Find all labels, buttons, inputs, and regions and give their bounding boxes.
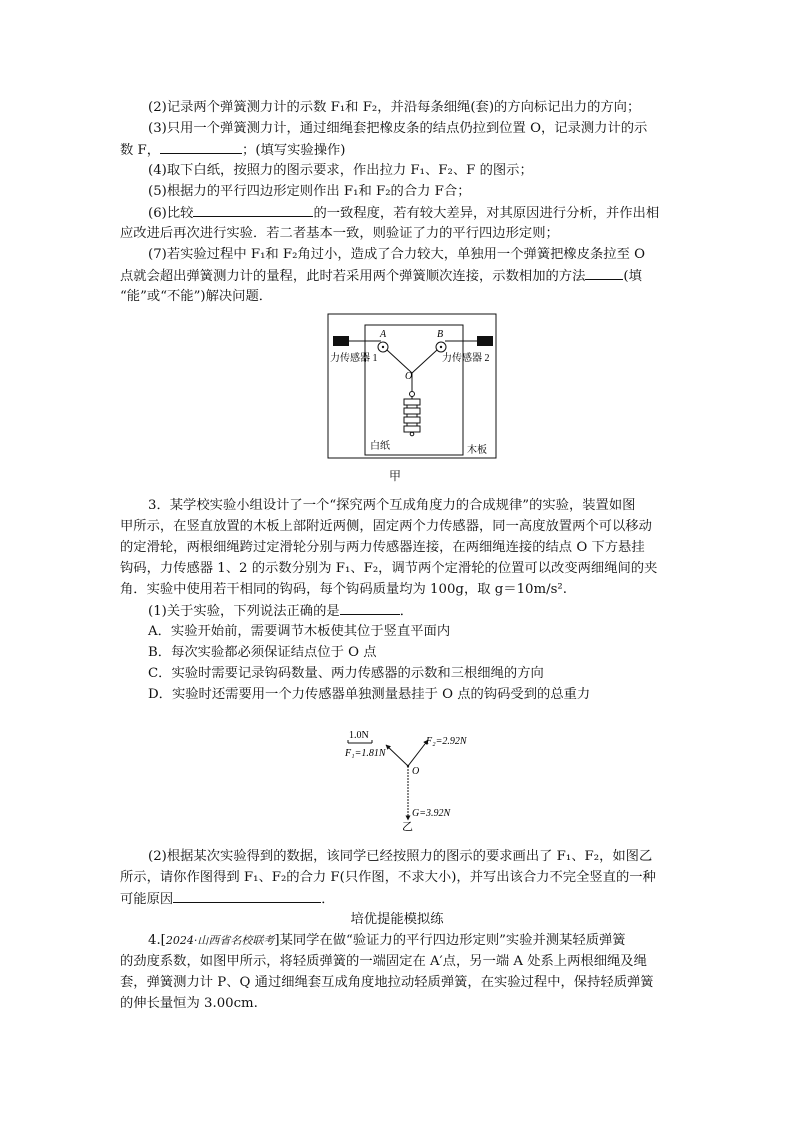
- f1-label: F₁=1.81N: [345, 748, 386, 759]
- q4-line2: 的劲度系数，如图甲所示，将轻质弹簧的一端固定在 A′点，另一端 A 处系上两根细绳及绳: [120, 954, 647, 969]
- step-7-line1: (7)若实验过程中 F₁和 F₂角过小，造成了合力较大，单独用一个弹簧把橡皮条拉至 O: [148, 247, 646, 262]
- q4-source: 2024·山西省名校联考: [165, 934, 275, 947]
- figure-yi-caption: 乙: [402, 821, 413, 832]
- f2-arrow: [408, 740, 428, 766]
- g-label: G=3.92N: [412, 808, 451, 819]
- step-3-line1: (3)只用一个弹簧测力计，通过细绳套把橡皮条的结点仍拉到位置 O，记录测力计的示: [148, 121, 648, 136]
- sensor-1-block: [333, 336, 349, 346]
- step-3-line2: [120, 139, 346, 161]
- hook-weights: [404, 392, 420, 436]
- q3-sub2-line3: 可能原因 ．: [120, 888, 334, 910]
- q4-number: 4.[: [148, 933, 166, 948]
- label-paper: 白纸: [370, 441, 390, 452]
- option-d: D．实验时还需要用一个力传感器单独测量悬挂于 O 点的钩码受到的总重力: [148, 687, 591, 702]
- step-6-suffix: 的一致程度，若有较大差异，对其原因进行分析，并作出相: [313, 206, 660, 221]
- figure-jia: [327, 313, 497, 459]
- step-2: (2)记录两个弹簧测力计的示数 F₁和 F₂，并沿每条细绳(套)的方向标记出力的方向；: [148, 100, 641, 115]
- q4-line3: 套，弹簧测力计 P、Q 通过细绳套互成角度地拉动轻质弹簧，在实验过程中，保持轻质弹簧: [120, 975, 654, 990]
- q3-sub2-line2: 所示，请你作图得到 F₁、F₂的合力 F(只作图，不求大小)，并写出该合力不完全竖直的一种: [120, 870, 656, 885]
- f2-label: F₂=2.92N: [426, 736, 467, 747]
- option-b: B．每次实验都必须保证结点位于 O 点: [148, 645, 377, 660]
- label-o: O: [405, 371, 413, 382]
- q3-sub1: [148, 600, 413, 622]
- q3-sub2-line1: (2)根据某次实验得到的数据，该同学已经按照力的图示的要求画出了 F₁、F₂，如图乙: [148, 849, 653, 864]
- section-title: 培优提能模拟练: [350, 912, 444, 927]
- answer-blank-q3-1[interactable]: [340, 600, 400, 615]
- step-7-prefix: 点就会超出弹簧测力计的量程，此时若采用两个弹簧顺次连接，示数相加的方法: [120, 269, 586, 284]
- answer-blank-7[interactable]: [585, 265, 623, 280]
- sensor-2-block: [477, 336, 493, 346]
- label-board: 木板: [467, 445, 487, 456]
- step-4: (4)取下白纸，按照力的图示要求，作出拉力 F₁、F₂、F 的图示；: [148, 163, 533, 178]
- step-3-prefix: 数 F，: [120, 143, 161, 158]
- answer-blank-6[interactable]: [193, 202, 313, 217]
- step-6-line1: [148, 202, 659, 224]
- label-sensor-2: 力传感器 2: [442, 353, 490, 364]
- scale-label: 1.0N: [349, 730, 369, 741]
- option-a: A．实验开始前，需要调节木板使其位于竖直平面内: [148, 624, 451, 639]
- f1-arrow: [386, 745, 408, 766]
- label-a: A: [380, 329, 387, 340]
- step-7-line2: [120, 265, 642, 287]
- answer-blank-3[interactable]: [160, 139, 242, 154]
- q3-line2: 甲所示，在竖直放置的木板上部附近两侧，固定两个力传感器，同一高度放置两个可以移动: [120, 519, 652, 534]
- q3-sub2-prefix: 可能原因: [120, 892, 174, 907]
- q3-sub1-suffix: ．: [399, 604, 413, 619]
- q3-sub1-prefix: (1)关于实验，下列说法正确的是: [148, 604, 340, 619]
- step-7-line3: “能”或“不能”)解决问题．: [120, 289, 273, 304]
- step-5: (5)根据力的平行四边形定则作出 F₁和 F₂的合力 F合；: [148, 184, 471, 199]
- q4-line1-rest: ]某同学在做“验证力的平行四边形定则”实验并测某轻质弹簧: [274, 933, 626, 948]
- q3-line3: 的定滑轮，两根细绳跨过定滑轮分别与两力传感器连接，在两细绳连接的结点 O 下方悬挂: [120, 540, 645, 555]
- answer-blank-q3-2[interactable]: [173, 888, 321, 903]
- o-label: O: [412, 766, 420, 777]
- q4-line4: 的伸长量恒为 3.00cm.: [120, 996, 258, 1011]
- label-sensor-1: 力传感器 1: [330, 353, 378, 364]
- q3-line4: 钩码，力传感器 1、2 的示数分别为 F₁、F₂，调节两个定滑轮的位置可以改变两细绳间的夹: [120, 561, 658, 576]
- step-3-suffix: ；(填写实验操作): [242, 143, 346, 158]
- figure-jia-caption: 甲: [388, 469, 401, 483]
- q3-line1: 3．某学校实验小组设计了一个“探究两个互成角度力的合成规律”的实验，装置如图: [148, 498, 636, 513]
- q4-line1: [148, 930, 626, 951]
- label-b: B: [437, 329, 444, 340]
- option-c: C．实验时需要记录钩码数量、两力传感器的示数和三根细绳的方向: [148, 666, 544, 681]
- step-6-prefix: (6)比较: [148, 206, 194, 221]
- q3-line5: 角．实验中使用若干相同的钩码，每个钩码质量均为 100g，取 g＝10m/s².: [120, 582, 567, 597]
- step-7-suffix: (填: [623, 269, 642, 284]
- step-6-line2: 应改进后再次进行实验．若二者基本一致，则验证了力的平行四边形定则；: [120, 226, 559, 241]
- figure-yi: [340, 722, 470, 832]
